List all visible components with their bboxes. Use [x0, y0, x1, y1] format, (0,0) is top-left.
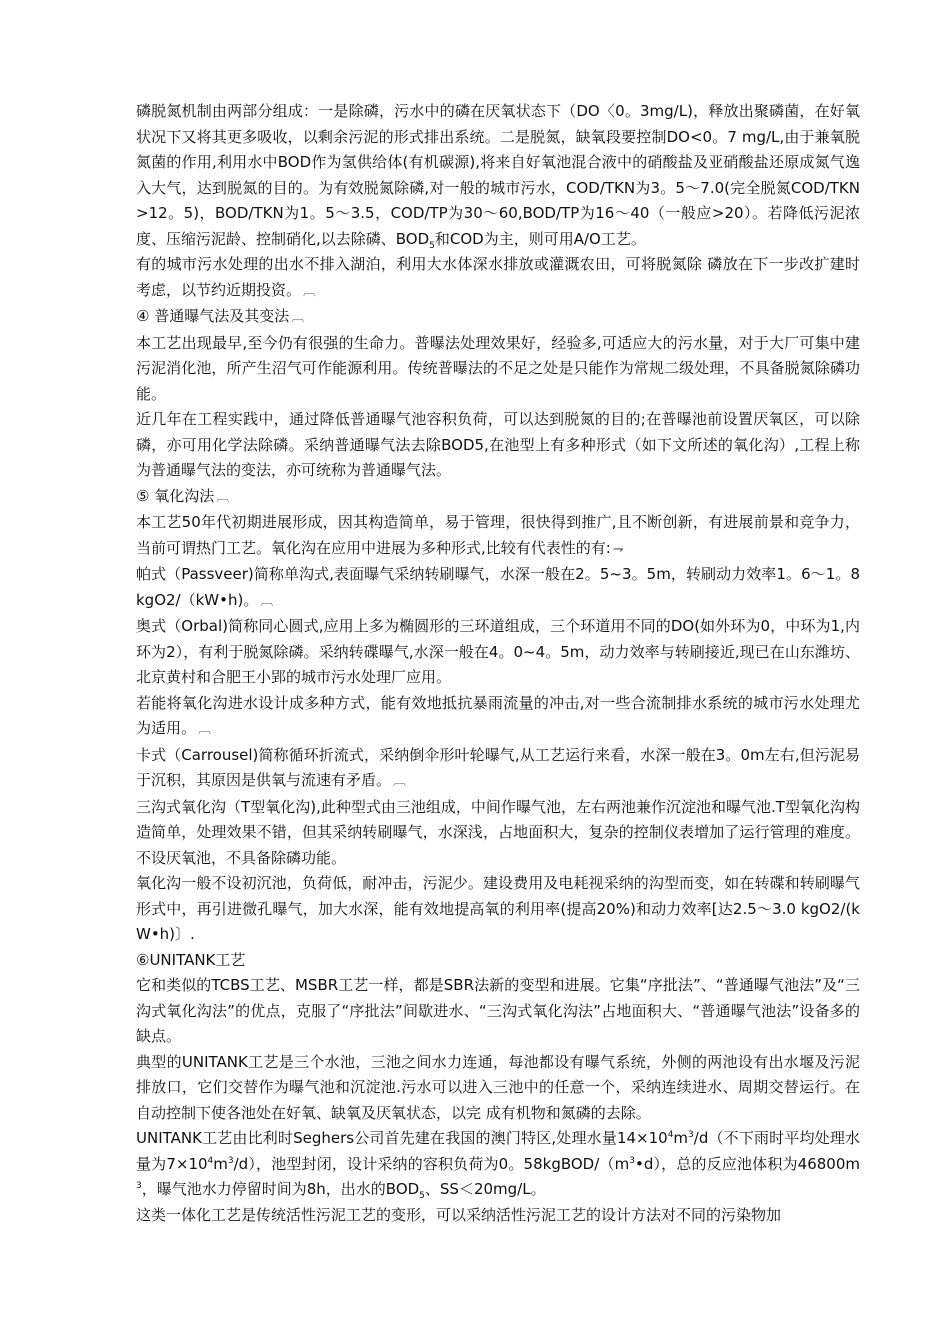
superscript: 3 [227, 1155, 234, 1166]
paragraph-text: 卡式（Carrousel)简称循环折流式，采纳倒伞形叶轮曝气,从工艺运行来看，水深一般在3。0m左右,但污泥易于沉积，其原因是供氧与流速有矛盾。 [136, 745, 860, 789]
paragraph-discharge [136, 252, 860, 304]
heading-text: ⑤ 氧化沟法 [136, 486, 215, 505]
paragraph-mark-icon: ︹ [303, 283, 317, 299]
superscript: 4 [207, 1155, 214, 1166]
superscript: 3 [629, 1155, 635, 1166]
paragraph-aeration-variants [136, 407, 860, 484]
paragraph-aeration-intro [136, 331, 860, 408]
paragraph-text: 帕式（Passveer)简称单沟式,表面曝气采纳转刷曝气，水深一般在2。5~3。5m，转刷动力效率1。6～1。8kgO2/（kW•h)。 [136, 565, 860, 609]
paragraph-mark-icon: ︹ [198, 722, 212, 737]
paragraph-carrousel [136, 743, 860, 795]
text-segment: UNITANK工艺由比利时Seghers公司首先建在我国的澳门特区,处理水量14×10 [136, 1129, 668, 1147]
paragraph-text: 典型的UNITANK工艺是三个水池，三池之间水力连通，每池都设有曝气系统，外侧的两池设有出水堰及污泥排放口，它们交替作为曝气池和沉淀池.污水可以进入三池中的任意一个，采纳连续进水、周期交替运行。在自动控制下使各池处在好氧、缺氧及厌氧状态，以完 成有机物和氮磷的去除。 [136, 1052, 860, 1122]
paragraph-inflow-design [136, 691, 860, 743]
heading-oxidation-ditch [136, 484, 860, 511]
text-segment: /d），池型封闭，设计采纳的容积负荷为0。58kgBOD/（m [233, 1154, 630, 1173]
heading-text: ④ 普通曝气法及其变法 [136, 307, 290, 325]
paragraph-text: 三沟式氧化沟（T型氧化沟),此种型式由三池组成，中间作曝气池，左右两池兼作沉淀池和曝气池.T型氧化沟构造简单，处理效果不错，但其采纳转刷曝气，水深浅，占地面积大，复杂的控制仪表增加了运行管理的难度。不设厌氧池，不具备除磷功能。 [136, 797, 860, 867]
paragraph-text: 本工艺50年代初期进展形成，因其构造简单，易于管理，很快得到推广,且不断创新，有进展前景和竞争力，当前可谓热门工艺。氧化沟在应用中进展为多种形式,比较有代表性的有: [136, 513, 860, 557]
paragraph-mark-icon: ⇁ [612, 541, 624, 557]
paragraph-text: 氧化沟一般不设初沉池，负荷低，耐冲击，污泥少。建设费用及电耗视采纳的沟型而变，如在转碟和转刷曝气形式中，再引进微孔曝气，加大水深，能有效地提高氧的利用率(提高20%)和动力效率[达2.5～3.0 kgO2/(kW•h)〕. [136, 874, 860, 943]
paragraph-text: 近几年在工程实践中，通过降低普通曝气池容积负荷，可以达到脱氮的目的;在普曝池前设置厌氧区，可以除磷，亦可用化学法除磷。采纳普通曝气法去除BOD5,在池型上有多种形式（如下文所述的氧化沟）,工程上称为普通曝气法的变法，亦可统称为普通曝气法。 [136, 410, 860, 479]
paragraph-passveer [136, 562, 860, 614]
text-segment: 、SS＜20mg/L。 [424, 1180, 546, 1198]
text-segment: m [213, 1154, 228, 1173]
paragraph-text: 若能将氧化沟进水设计成多种方式，能有效地抵抗暴雨流量的冲击,对一些合流制排水系统的城市污水处理尤为适用。 [136, 693, 860, 737]
text-segment: •d），总的反应池体积为46800m [634, 1154, 860, 1173]
paragraph-mark-icon: ︹ [216, 489, 230, 505]
paragraph-text: 有的城市污水处理的出水不排入湖泊，利用大水体深水排放或灌溉农田，可将脱氮除 磷放在下一步改扩建时考虑，以节约近期投资。 [136, 255, 860, 299]
paragraph-phosphorus-nitrogen [136, 99, 860, 252]
paragraph-mark-icon: ︹ [260, 593, 274, 609]
paragraph-text: 磷脱氮机制由两部分组成：一是除磷，污水中的磷在厌氧状态下（DO〈0。3mg/L)，释放出聚磷菌，在好氧状况下又将其更多吸收，以剩余污泥的形式排出系统。二是脱氮，缺氧段要控制DO<0。7 mg/L,由于兼氧脱氮菌的作用,利用水中BOD作为氢供给体(有机碳源),将来自好氧池混合液中的硝酸盐及亚硝酸盐还原成氮气逸入大气，达到脱氮的目的。为有效脱氮除磷,对一般的城市污水，COD/TKN为3。5～7.0(完全脱氮COD/TKN>12。5)，BOD/TKN为1。5～3.5，COD/TP为30～60,BOD/TP为16～40（一般应>20）。若降低污泥浓度、压缩污泥龄、控制硝化,以去除磷、BOD [136, 102, 860, 248]
subscript: 5 [429, 240, 435, 251]
paragraph-ditch-general [136, 871, 860, 948]
superscript: 3 [688, 1130, 694, 1140]
paragraph-orbal [136, 614, 860, 691]
paragraph-unitank-intro [136, 973, 860, 1050]
paragraph-oxidation-intro [136, 510, 860, 562]
paragraph-unitank-typical [136, 1050, 860, 1127]
paragraph-text: 本工艺出现最早,至今仍有很强的生命力。普曝法处理效果好，经验多,可适应大的污水量，对于大厂可集中建污泥消化池，所产生沼气可作能源利用。传统普曝法的不足之处是只能作为常规二级处理，不具备脱氮除磷功能。 [136, 333, 860, 403]
text-segment: ，曝气池水力停留时间为8h，出水的BOD [141, 1180, 420, 1198]
superscript: 4 [667, 1130, 674, 1140]
paragraph-integrated-process [136, 1203, 860, 1229]
document-body [136, 99, 860, 1228]
paragraph-text: 这类一体化工艺是传统活性污泥工艺的变形，可以采纳活性污泥工艺的设计方法对不同的污染物加 [136, 1205, 782, 1224]
paragraph-mark-icon: ︹ [393, 774, 407, 789]
paragraph-t-type-ditch [136, 795, 860, 872]
paragraph-text: 它和类似的TCBS工艺、MSBR工艺一样，都是SBR法新的变型和进展。它集“序批法”、“普通曝气池法”及“三沟式氧化沟法”的优点，克服了“序批法”间歇进水、“三沟式氧化沟法”占地面积大、“普通曝气池法”设备多的缺点。 [136, 976, 860, 1045]
paragraph-unitank-macau [136, 1126, 860, 1203]
heading-unitank [136, 948, 860, 974]
paragraph-mark-icon: ︹ [291, 310, 305, 325]
paragraph-text: 奥式（Orbal)简称同心圆式,应用上多为椭圆形的三环道组成，三个环道用不同的DO(如外环为0，中环为1,内环为2），有利于脱氮除磷。采纳转碟曝气,水深一般在4。0~4。5m，动力效率与转刷接近,现已在山东潍坊、北京黄村和合肥王小郢的城市污水处理厂应用。 [136, 617, 860, 686]
text-segment: /d（不下雨时平均处理水量为7×10 [136, 1129, 860, 1173]
superscript: 3 [136, 1181, 142, 1191]
heading-aeration-method [136, 304, 860, 331]
paragraph-tail: 和COD为主，则可用A/O工艺。 [434, 229, 646, 248]
text-segment: m [673, 1129, 689, 1147]
subscript: 5 [419, 1191, 425, 1201]
heading-text: ⑥UNITANK工艺 [136, 950, 246, 969]
